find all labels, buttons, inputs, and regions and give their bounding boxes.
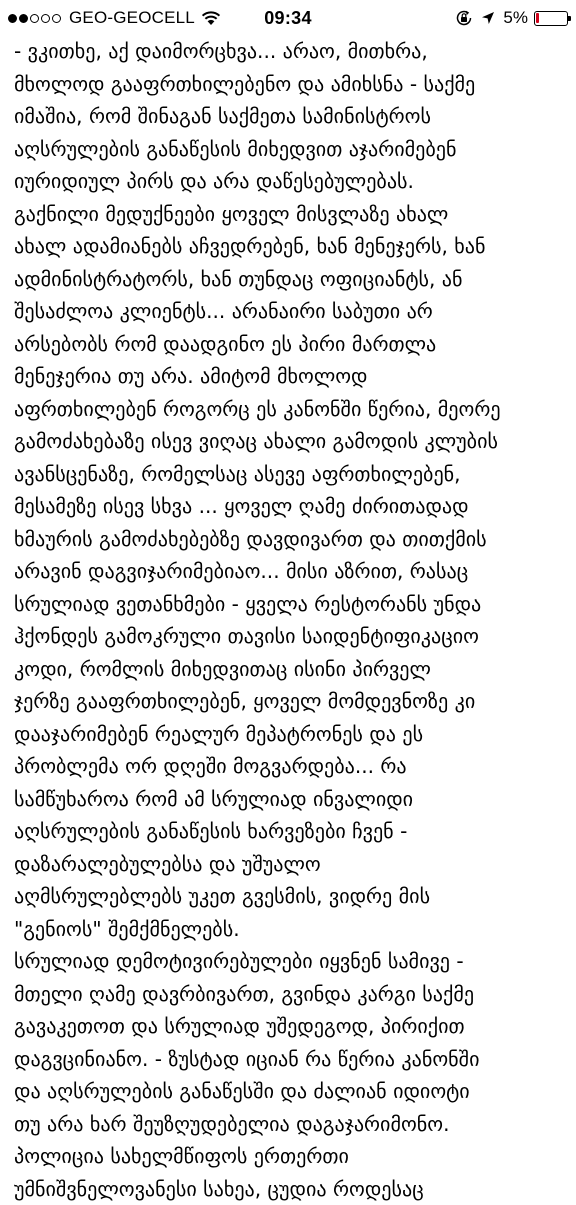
battery-icon xyxy=(534,11,568,26)
status-time: 09:34 xyxy=(264,8,312,29)
text-line: აღმსრულებლებს უკეთ გვესმის, ვიდრე მის xyxy=(14,880,568,913)
text-line: ჰქონდეს გამოკრული თავისი საიდენტიფიკაციო xyxy=(14,620,568,653)
text-line: არსებობს რომ დაადგინო ეს პირი მართლა xyxy=(14,328,568,361)
text-line: ახალ ადამიანებს აჩვედრებენ, ხან მენეჯერს, ხან xyxy=(14,230,568,263)
text-line: დაგვცინიანო. - ზუსტად იციან რა წერია კანონში xyxy=(14,1043,568,1076)
status-bar-left xyxy=(8,8,228,28)
text-line: პრობლემა ორ დღეში მოგვარდება... რა xyxy=(14,750,568,783)
text-line: "გენიოს" შემქმნელებს. xyxy=(14,913,568,946)
text-line: - ვკითხე, აქ დაიმორცხვა... არაო, მითხრა, xyxy=(14,35,568,68)
carrier-name: GEO-GEOCELL xyxy=(69,8,195,28)
text-line: კოდი, რომლის მიხედვითაც ისინი პირველ xyxy=(14,653,568,686)
text-line: მენეჯერია თუ არა. ამიტომ მხოლოდ xyxy=(14,360,568,393)
text-line: და აღსრულების განაწესში და ძალიან იდიოტი xyxy=(14,1075,568,1108)
text-line: მესამეზე ისევ სხვა ... ყოველ ღამე ძირითადად xyxy=(14,490,568,523)
text-line: ჯერზე გააფრთხილებენ, ყოველ მომდევნოზე კი xyxy=(14,685,568,718)
text-line: გავაკეთოთ და სრულიად უშედეგოდ, პირიქით xyxy=(14,1010,568,1043)
signal-dot xyxy=(52,14,61,23)
text-line: სრულიად დემოტივირებულები იყვნენ სამივე - xyxy=(14,945,568,978)
text-line: ავანსცენაზე, რომელსაც ასევე აფრთხილებენ, xyxy=(14,458,568,491)
signal-dot xyxy=(8,14,17,23)
battery-level-fill xyxy=(536,13,538,23)
text-line: დაზარალებულებსა და უშუალო xyxy=(14,848,568,881)
orientation-lock-icon xyxy=(455,9,473,27)
text-line: აღსრულების განაწესის ხარვეზები ჩვენ - xyxy=(14,815,568,848)
text-line: არავინ დაგვიჯარიმებიაო... მისი აზრით, რასაც xyxy=(14,555,568,588)
text-line: მხოლოდ გააფრთხილებენო და ამიხსნა - საქმე xyxy=(14,68,568,101)
text-line: უმნიშვნელოვანესი სახეა, ცუდია როდესაც xyxy=(14,1173,568,1205)
article-text xyxy=(14,35,568,1205)
text-line: დააჯარიმებენ რეალურ მეპატრონეს და ეს xyxy=(14,718,568,751)
text-line: გაქნილი მედუქნეები ყოველ მისვლაზე ახალ xyxy=(14,198,568,231)
text-line: მთელი ღამე დავრბივართ, გვინდა კარგი საქმე xyxy=(14,978,568,1011)
text-line: თუ არა ხარ შეუზღუდებელია დაგაჯარიმონო. xyxy=(14,1108,568,1141)
text-line: ადმინისტრატორს, ხან თუნდაც ოფიციანტს, ან xyxy=(14,263,568,296)
wifi-icon xyxy=(201,10,221,26)
battery-percent: 5% xyxy=(503,8,528,28)
status-bar xyxy=(0,0,576,36)
text-line: იურიდიულ პირს და არა დაწესებულებას. xyxy=(14,165,568,198)
text-line: გამოძახებაზე ისევ ვიღაც ახალი გამოდის კლუბის xyxy=(14,425,568,458)
text-line: ხმაურის გამოძახებებზე დავდივართ და თითქმის xyxy=(14,523,568,556)
text-line: შესაძლოა კლიენტს... არანაირი საბუთი არ xyxy=(14,295,568,328)
signal-dot xyxy=(30,14,39,23)
text-line: აღსრულების განაწესის მიხედვით აჯარიმებენ xyxy=(14,133,568,166)
text-line: სრულიად ვეთანხმები - ყველა რესტორანს უნდა xyxy=(14,588,568,621)
status-bar-right xyxy=(348,8,568,28)
text-line: იმაშია, რომ შინაგან საქმეთა სამინისტროს xyxy=(14,100,568,133)
signal-strength-icon xyxy=(8,14,63,23)
text-line: პოლიცია სახელმწიფოს ერთერთი xyxy=(14,1140,568,1173)
signal-dot xyxy=(19,14,28,23)
signal-dot xyxy=(41,14,50,23)
text-line: აფრთხილებენ როგორც ეს კანონში წერია, მეორე xyxy=(14,393,568,426)
text-line: სამწუხაროა რომ ამ სრულიად ინვალიდი xyxy=(14,783,568,816)
location-arrow-icon xyxy=(481,11,495,25)
